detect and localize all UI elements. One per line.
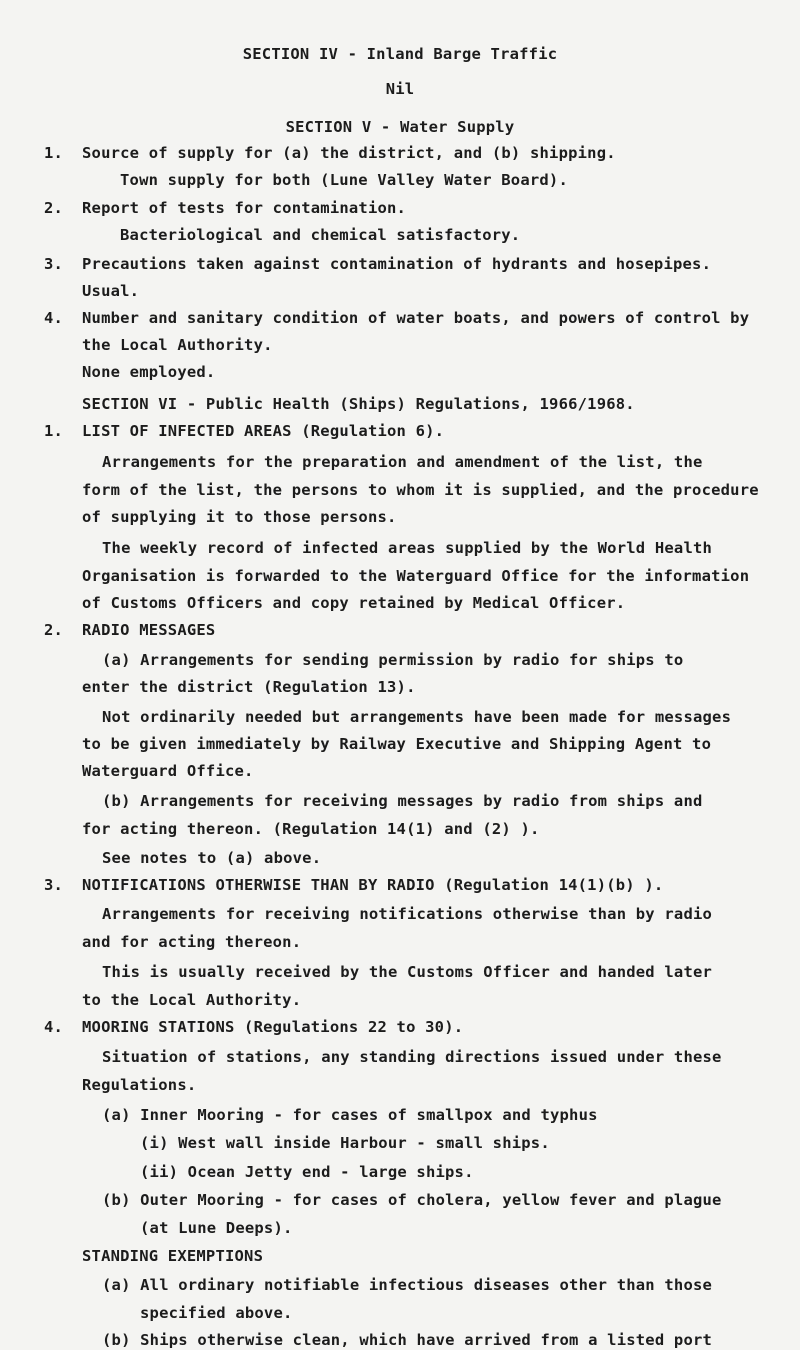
section-iv-heading: SECTION IV - Inland Barge Traffic [242,45,558,63]
paragraph-line: form of the list, the persons to whom it is supplied, and the procedure [82,481,759,499]
paragraph-line: of Customs Officers and copy retained by Medical Officer. [82,594,626,612]
item-title: STANDING EXEMPTIONS [82,1247,264,1265]
paragraph-line: (b) Arrangements for receiving messages by radio from ships and [102,792,703,810]
paragraph-line: to the Local Authority. [82,991,302,1009]
item-question: Precautions taken against contamination of hydrants and hosepipes. [82,255,712,273]
paragraph-line: Arrangements for receiving notifications otherwise than by radio [102,905,713,923]
list-subitem: (i) West wall inside Harbour - small ships. [140,1134,550,1152]
paragraph-line: enter the district (Regulation 13). [82,678,416,696]
list-item: (b) Outer Mooring - for cases of cholera, yellow fever and plague [102,1191,722,1209]
item-answer: Usual. [82,282,140,300]
paragraph-line: Not ordinarily needed but arrangements have been made for messages [102,708,732,726]
item-number: 4. [44,309,64,327]
paragraph-line: Waterguard Office. [82,762,254,780]
item-answer: None employed. [82,363,216,381]
paragraph-line: Organisation is forwarded to the Waterguard Office for the information [82,567,750,585]
item-title: NOTIFICATIONS OTHERWISE THAN BY RADIO (Regulation 14(1)(b) ). [82,876,664,894]
item-answer: Town supply for both (Lune Valley Water Board). [120,171,568,189]
paragraph-line: to be given immediately by Railway Executive and Shipping Agent to [82,735,712,753]
item-title: MOORING STATIONS (Regulations 22 to 30). [82,1018,464,1036]
list-item-cont: specified above. [140,1304,293,1322]
list-item: (a) All ordinary notifiable infectious diseases other than those [102,1276,713,1294]
item-question: Source of supply for (a) the district, and (b) shipping. [82,144,616,162]
item-question: Number and sanitary condition of water boats, and powers of control by [82,309,750,327]
paragraph-line: for acting thereon. (Regulation 14(1) and (2) ). [82,820,540,838]
paragraph-line: See notes to (a) above. [102,849,322,867]
item-question: Report of tests for contamination. [82,199,407,217]
list-item: (a) Inner Mooring - for cases of smallpox and typhus [102,1106,598,1124]
item-number: 4. [44,1018,64,1036]
list-subitem: (ii) Ocean Jetty end - large ships. [140,1163,474,1181]
paragraph-line: Arrangements for the preparation and amendment of the list, the [102,453,703,471]
list-item-cont: (at Lune Deeps). [140,1219,293,1237]
item-title: RADIO MESSAGES [82,621,216,639]
item-number: 2. [44,621,64,639]
item-title: LIST OF INFECTED AREAS (Regulation 6). [82,422,445,440]
paragraph-line: of supplying it to those persons. [82,508,397,526]
item-number: 1. [44,422,64,440]
section-iv-body: Nil [385,80,415,98]
paragraph-line: and for acting thereon. [82,933,302,951]
item-question-cont: the Local Authority. [82,336,273,354]
section-vi-heading: SECTION VI - Public Health (Ships) Regulations, 1966/1968. [82,395,635,413]
item-number: 1. [44,144,64,162]
section-v-heading: SECTION V - Water Supply [285,118,515,136]
list-item: (b) Ships otherwise clean, which have arrived from a listed port [102,1331,713,1349]
item-number: 3. [44,255,64,273]
paragraph-line: Situation of stations, any standing directions issued under these [102,1048,722,1066]
paragraph-line: Regulations. [82,1076,197,1094]
paragraph-line: The weekly record of infected areas supplied by the World Health [102,539,713,557]
paragraph-line: (a) Arrangements for sending permission by radio for ships to [102,651,684,669]
item-number: 2. [44,199,64,217]
item-number: 3. [44,876,64,894]
item-answer: Bacteriological and chemical satisfactory. [120,226,521,244]
paragraph-line: This is usually received by the Customs Officer and handed later [102,963,713,981]
